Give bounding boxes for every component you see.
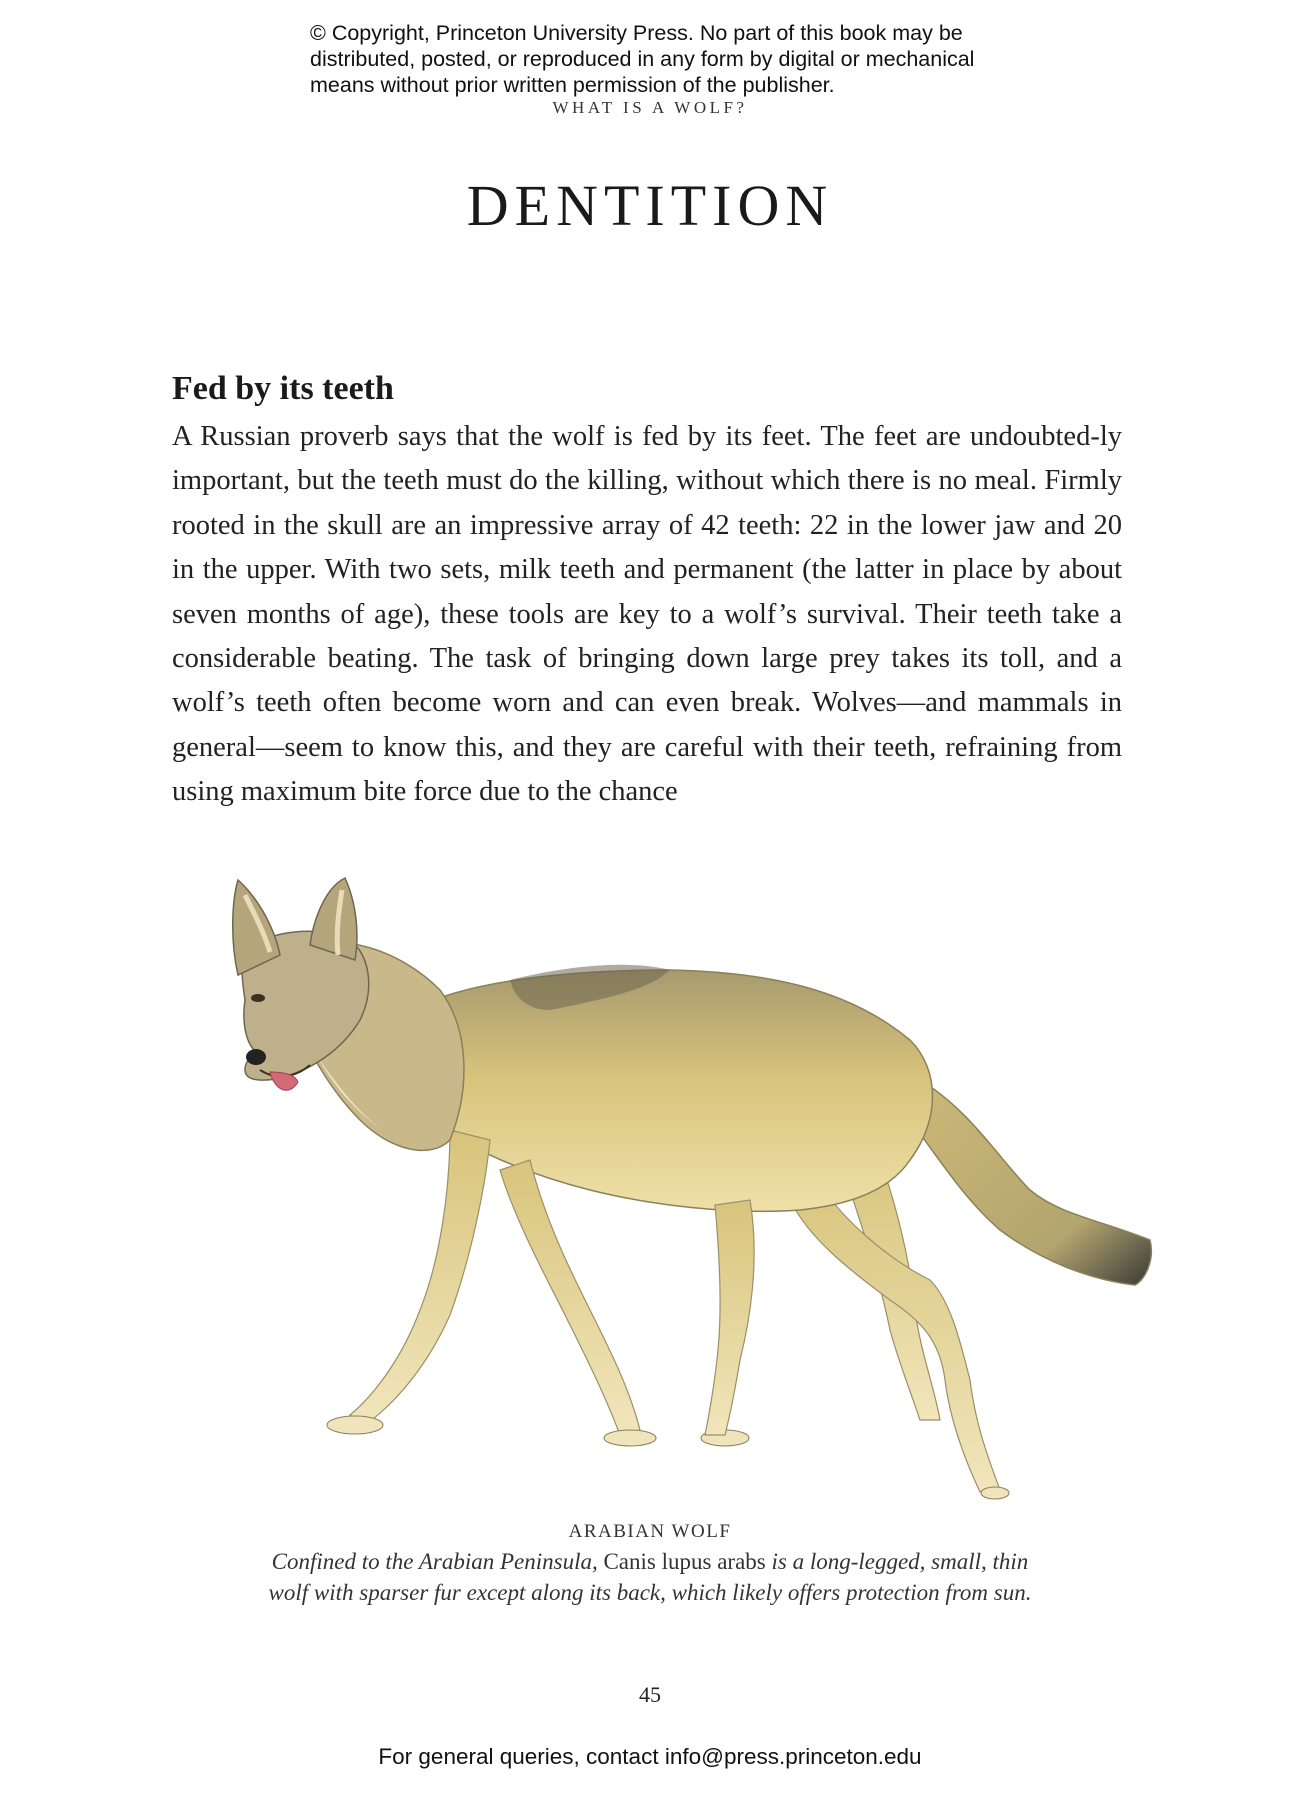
section-heading: Fed by its teeth (172, 370, 394, 407)
running-head: WHAT IS A WOLF? (552, 98, 748, 117)
wolf-paw (327, 1416, 383, 1434)
wolf-hind-leg-lower (705, 1200, 754, 1435)
wolf-front-leg-back (350, 1130, 490, 1425)
body-paragraph: A Russian proverb says that the wolf is fed by its feet. The feet are undoubted-ly important, but the teeth must do the killing, without which there is no meal. Firmly rooted in the skull are an impressive array of 42 teeth: 22 in the lower jaw and 20 in the upper. With two sets, milk teeth and permanent (the latter in place by about seven months of age), these tools are key to a wolf’s survival. Their teeth take a considerable beating. The task of bringing down large prey takes its toll, and a wolf’s teeth often become worn and can even break. Wolves—and mammals in general—seem to know this, and they are careful with their teeth, refraining from using maximum bite force due to the chance (172, 421, 1122, 808)
wolf-eye (251, 994, 265, 1002)
caption-text-part: is a long-legged, small, thin wolf with sparser fur except along its back, which likely offers protection from sun. (268, 1549, 1032, 1605)
page-number: 45 (639, 1682, 661, 1707)
wolf-nose (246, 1049, 266, 1065)
footer-contact: For general queries, contact info@press.princeton.edu (378, 1744, 922, 1769)
wolf-front-leg-front (500, 1160, 640, 1435)
arabian-wolf-illustration (150, 860, 1160, 1500)
wolf-paw (604, 1430, 656, 1446)
wolf-ear-right (310, 878, 357, 960)
wolf-tail (910, 1080, 1151, 1285)
figure-caption (250, 1546, 1050, 1608)
caption-text-part: Confined to the Arabian Peninsula, (271, 1549, 604, 1574)
wolf-paw (981, 1487, 1009, 1499)
figure-caption-title: ARABIAN WOLF (568, 1521, 732, 1542)
species-name: Canis lupus arabs (603, 1549, 766, 1574)
chapter-title: DENTITION (466, 173, 834, 238)
copyright-notice: © Copyright, Princeton University Press. No part of this book may be distributed, posted, or reproduced in any form by digital or mechanical means without prior written permission of the publisher. (310, 21, 975, 97)
